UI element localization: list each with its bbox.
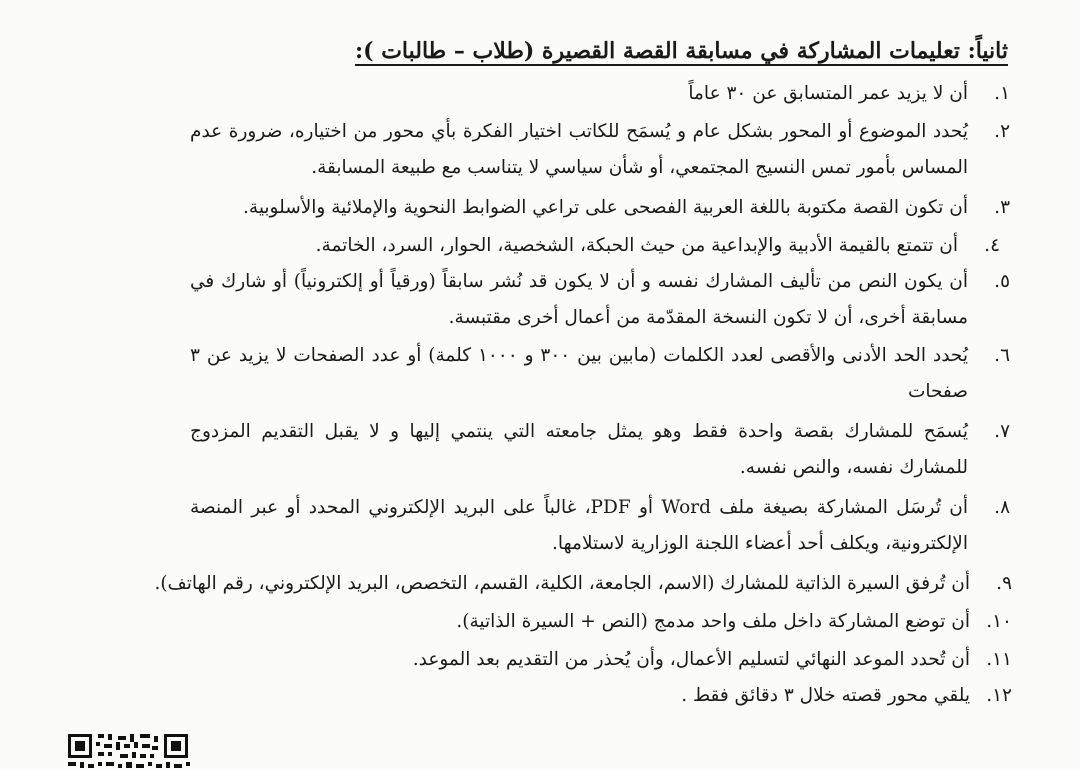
- list-item: [190, 264, 1010, 336]
- list-item: [200, 190, 1010, 226]
- item-text: أن يكون النص من تأليف المشارك نفسه و أن لا يكون قد نُشر سابقاً (ورقياً أو إلكترونياً) أو شارك في مسابقة أخرى، أن لا تكون النسخة المقدّمة من أعمال أخرى مقتبسة.: [190, 271, 968, 328]
- list-item: [200, 642, 1012, 678]
- item-number: ١١.: [986, 649, 1012, 670]
- item-number: ٥.: [994, 271, 1010, 292]
- item-number: ١٢.: [986, 685, 1012, 706]
- item-text: أن لا يزيد عمر المتسابق عن ٣٠ عاماً: [688, 83, 968, 104]
- item-text: أن تُرفق السيرة الذاتية للمشارك (الاسم، الجامعة، الكلية، القسم، التخصص، البريد الإلكتروني، رقم الهاتف).: [154, 573, 970, 594]
- list-item: [190, 114, 1010, 186]
- item-text: أن توضع المشاركة داخل ملف واحد مدمج (النص + السيرة الذاتية).: [456, 611, 970, 632]
- item-number: ٨.: [994, 497, 1010, 518]
- list-item: [190, 338, 1010, 410]
- item-number: ٩.: [996, 573, 1012, 594]
- item-text: أن تكون القصة مكتوبة باللغة العربية الفصحى على تراعي الضوابط النحوية والإملائية والأسلوبية.: [243, 197, 968, 218]
- item-number: ٦.: [994, 345, 1010, 366]
- item-number: ٤.: [984, 235, 1000, 256]
- item-text: يُسمَح للمشارك بقصة واحدة فقط وهو يمثل جامعته التي ينتمي إليها و لا يقبل التقديم المزدوج للمشارك نفسه، والنص نفسه.: [190, 421, 968, 478]
- item-text: أن تُحدد الموعد النهائي لتسليم الأعمال، وأن يُحذر من التقديم بعد الموعد.: [412, 649, 970, 670]
- list-item: [190, 490, 1010, 562]
- item-number: ٧.: [994, 421, 1010, 442]
- qr-code-icon: [66, 732, 194, 770]
- item-text: يُحدد الحد الأدنى والأقصى لعدد الكلمات (مابين بين ٣٠٠ و ١٠٠٠ كلمة) أو عدد الصفحات لا يزيد عن ٣ صفحات: [190, 345, 968, 402]
- item-text: يُحدد الموضوع أو المحور بشكل عام و يُسمَح للكاتب اختيار الفكرة بأي محور من اختياره، ضرورة عدم المساس بأمور تمس النسيج المجتمعي، أو شأن سياسي لا يتناسب مع طبيعة المسابقة.: [190, 121, 968, 178]
- list-item: [200, 228, 1000, 264]
- item-text: يلقي محور قصته خلال ٣ دقائق فقط .: [681, 685, 970, 706]
- item-number: ١٠.: [986, 611, 1012, 632]
- list-item: [200, 604, 1012, 640]
- section-title: ثانياً: تعليمات المشاركة في مسابقة القصة القصيرة (طلاب – طالبات ):: [355, 38, 1008, 64]
- item-number: ٣.: [994, 197, 1010, 218]
- list-item: [200, 678, 1012, 714]
- list-item: [154, 566, 1012, 602]
- item-text: أن تتمتع بالقيمة الأدبية والإبداعية من حيث الحبكة، الشخصية، الحوار، السرد، الخاتمة.: [315, 235, 958, 256]
- item-number: ١.: [994, 83, 1010, 104]
- list-item: [190, 414, 1010, 486]
- item-number: ٢.: [994, 121, 1010, 142]
- item-text: أن تُرسَل المشاركة بصيغة ملف Word أو PDF، غالباً على البريد الإلكتروني المحدد أو عبر المنصة الإلكترونية، ويكلف أحد أعضاء اللجنة الوزارية لاستلامها.: [190, 497, 969, 554]
- list-item: [200, 76, 1010, 112]
